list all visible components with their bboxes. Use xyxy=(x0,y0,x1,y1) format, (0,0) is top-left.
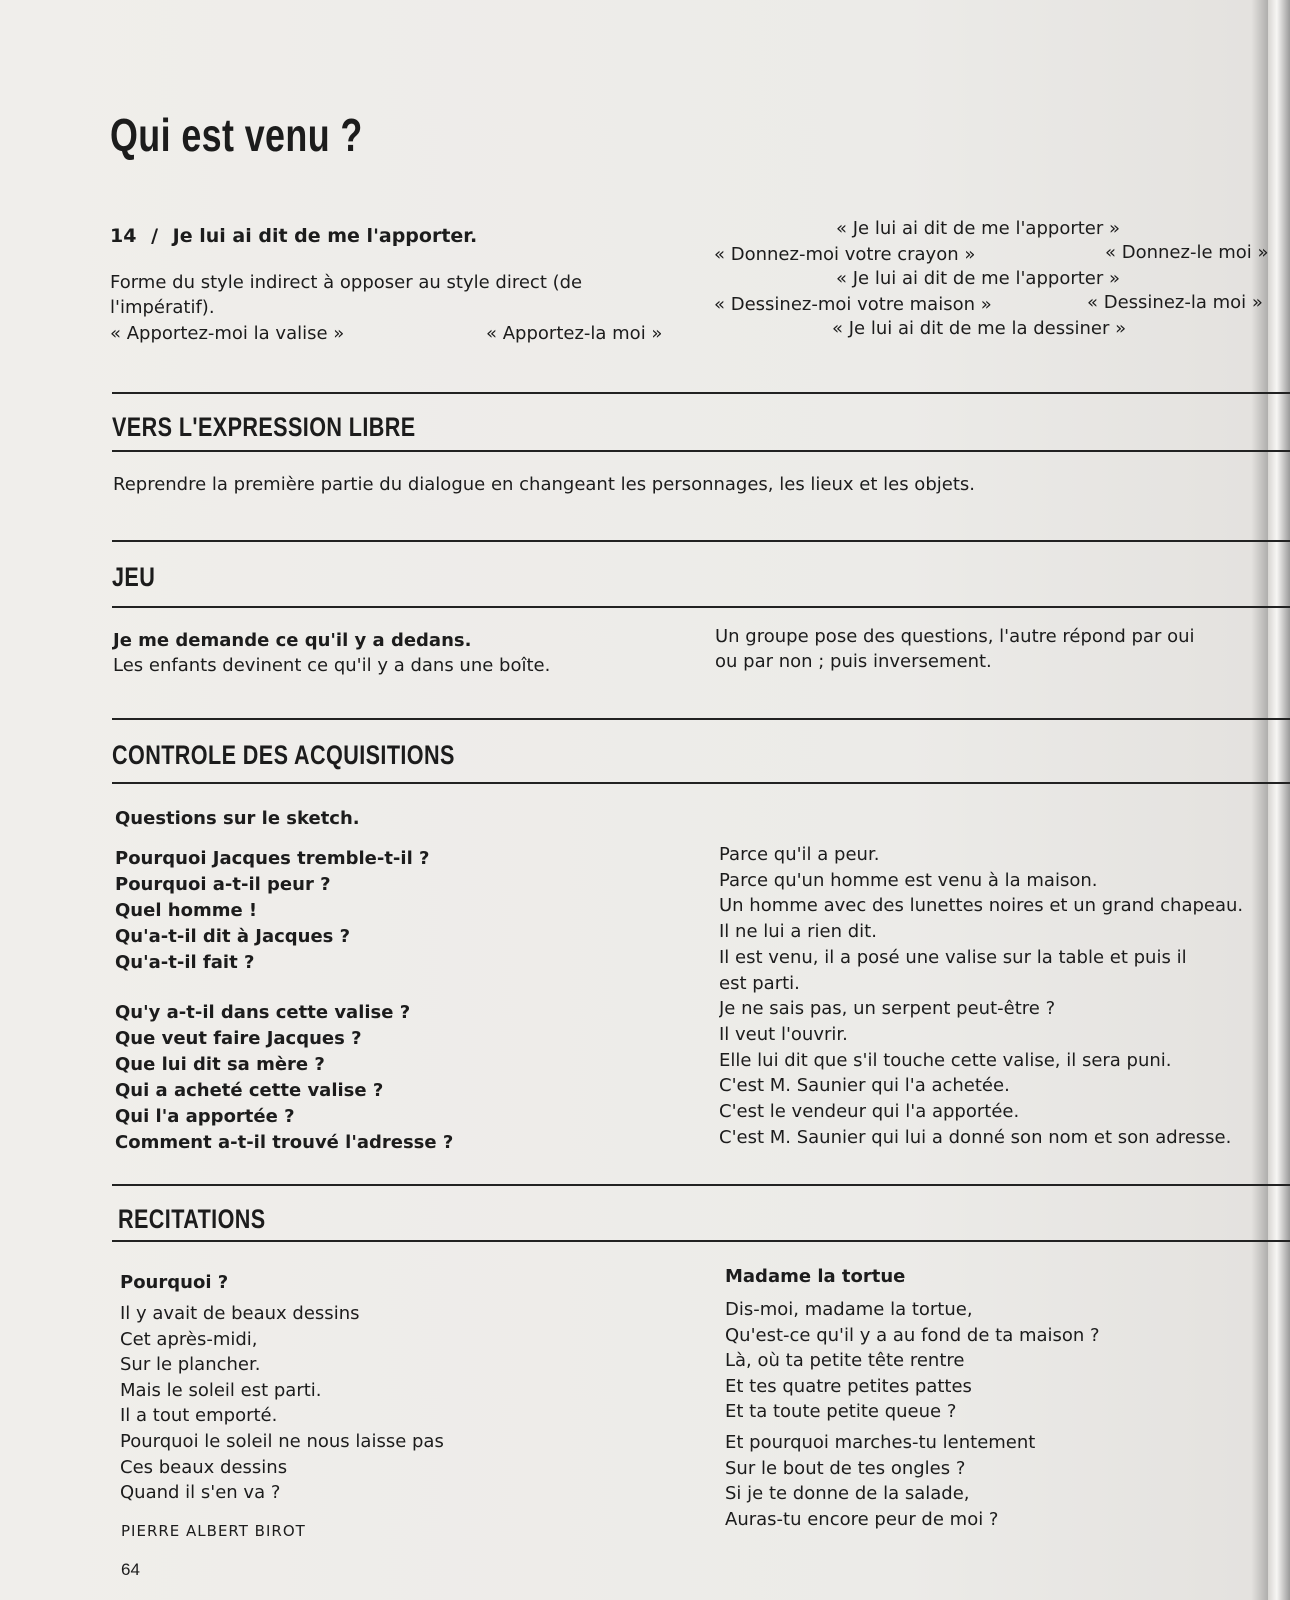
section-14-heading xyxy=(110,224,477,249)
recitations-heading: RECITATIONS xyxy=(118,1204,266,1234)
expression-text: Reprendre la première partie du dialogue en changeant les personnages, les lieux et les objets. xyxy=(113,474,975,495)
example-line: « Dessinez-moi votre maison » xyxy=(714,294,992,315)
poem-line: Mais le soleil est parti. xyxy=(120,1379,322,1401)
binding-edge xyxy=(1268,0,1290,1600)
page-number: 64 xyxy=(121,1560,140,1579)
section-rule xyxy=(112,606,1290,608)
answer-item: Il ne lui a rien dit. xyxy=(719,921,877,943)
poem-2-title: Madame la tortue xyxy=(725,1266,906,1287)
poem-1-body xyxy=(120,1301,444,1506)
example-line: « Donnez-moi votre crayon » xyxy=(714,244,976,265)
description-line: Forme du style indirect à opposer au style direct (de xyxy=(110,272,583,293)
poem-2-stanza-2 xyxy=(725,1430,1035,1532)
page-title: Qui est venu ? xyxy=(110,109,363,161)
poem-line: Si je te donne de la salade, xyxy=(725,1483,970,1505)
answer-item: Parce qu'un homme est venu à la maison. xyxy=(719,869,1098,891)
section-14-description xyxy=(110,270,582,320)
answers-list xyxy=(719,842,1269,1150)
poem-line: Il y avait de beaux dessins xyxy=(120,1303,360,1324)
poem-line: Dis-moi, madame la tortue, xyxy=(725,1299,973,1320)
question-item: Que lui dit sa mère ? xyxy=(115,1054,325,1075)
section-slash: / xyxy=(151,225,159,247)
poem-line: Quand il s'en va ? xyxy=(120,1482,281,1504)
question-item: Quel homme ! xyxy=(115,900,258,921)
questions-group-1 xyxy=(115,846,429,976)
poem-1-author: PIERRE ALBERT BIROT xyxy=(121,1522,306,1540)
poem-1-title: Pourquoi ? xyxy=(120,1272,229,1293)
answer-item: C'est M. Saunier qui lui a donné son nom et son adresse. xyxy=(719,1126,1232,1148)
controle-heading: CONTROLE DES ACQUISITIONS xyxy=(112,740,455,770)
answer-item: Je ne sais pas, un serpent peut-être ? xyxy=(719,998,1056,1020)
poem-line: Sur le plancher. xyxy=(120,1354,261,1376)
section-rule xyxy=(112,1240,1290,1242)
question-item: Que veut faire Jacques ? xyxy=(115,1028,362,1049)
answer-item: Elle lui dit que s'il touche cette valise, il sera puni. xyxy=(719,1049,1172,1071)
example-line: « Dessinez-la moi » xyxy=(1087,292,1263,313)
expression-heading: VERS L'EXPRESSION LIBRE xyxy=(112,412,416,442)
poem-line: Ces beaux dessins xyxy=(120,1456,288,1478)
question-item: Pourquoi a-t-il peur ? xyxy=(115,874,331,895)
section-rule xyxy=(112,782,1290,784)
question-item: Pourquoi Jacques tremble-t-il ? xyxy=(115,848,430,869)
poem-line: Et tes quatre petites pattes xyxy=(725,1375,972,1397)
jeu-rule-line: Un groupe pose des questions, l'autre répond par oui xyxy=(715,626,1195,647)
jeu-text: Les enfants devinent ce qu'il y a dans une boîte. xyxy=(113,655,551,676)
poem-line: Qu'est-ce qu'il y a au fond de ta maison ? xyxy=(725,1324,1100,1346)
question-item: Qui a acheté cette valise ? xyxy=(115,1080,384,1101)
answer-item: C'est M. Saunier qui l'a achetée. xyxy=(719,1075,1010,1097)
poem-line: Il a tout emporté. xyxy=(120,1405,278,1427)
answer-item: C'est le vendeur qui l'a apportée. xyxy=(719,1101,1020,1123)
poem-line: Là, où ta petite tête rentre xyxy=(725,1350,965,1372)
poem-line: Et pourquoi marches-tu lentement xyxy=(725,1432,1036,1453)
section-rule xyxy=(112,1184,1290,1186)
controle-intro: Questions sur le sketch. xyxy=(115,808,360,829)
jeu-rule-line: ou par non ; puis inversement. xyxy=(715,651,992,672)
example-line: « Donnez-le moi » xyxy=(1105,242,1269,263)
question-item: Qui l'a apportée ? xyxy=(115,1106,295,1127)
section-rule xyxy=(112,718,1290,720)
example-line: « Je lui ai dit de me l'apporter » xyxy=(836,268,1120,289)
poem-line: Cet après-midi, xyxy=(120,1328,258,1350)
example-line: « Je lui ai dit de me la dessiner » xyxy=(832,318,1127,339)
example-line: « Je lui ai dit de me l'apporter » xyxy=(836,218,1120,239)
answer-item: Il est venu, il a posé une valise sur la table et puis il xyxy=(719,946,1187,968)
section-title: Je lui ai dit de me l'apporter. xyxy=(172,225,478,247)
poem-line: Et ta toute petite queue ? xyxy=(725,1401,957,1423)
poem-line: Sur le bout de tes ongles ? xyxy=(725,1457,966,1479)
question-item: Comment a-t-il trouvé l'adresse ? xyxy=(115,1132,454,1153)
question-item: Qu'y a-t-il dans cette valise ? xyxy=(115,1002,411,1023)
section-number: 14 xyxy=(110,225,137,247)
section-rule xyxy=(112,392,1290,394)
answer-item: est parti. xyxy=(719,972,800,994)
answer-item: Parce qu'il a peur. xyxy=(719,844,880,865)
poem-line: Auras-tu encore peur de moi ? xyxy=(725,1508,999,1530)
section-rule xyxy=(112,450,1290,452)
description-line: l'impératif). xyxy=(110,297,215,318)
poem-line: Pourquoi le soleil ne nous laisse pas xyxy=(120,1430,444,1452)
example-direct-2: « Apportez-la moi » xyxy=(486,323,663,344)
question-item: Qu'a-t-il fait ? xyxy=(115,952,255,973)
jeu-subtitle: Je me demande ce qu'il y a dedans. xyxy=(113,630,472,651)
answer-item: Il veut l'ouvrir. xyxy=(719,1023,848,1045)
answer-item: Un homme avec des lunettes noires et un grand chapeau. xyxy=(719,895,1244,917)
questions-group-2 xyxy=(115,1000,453,1156)
question-item: Qu'a-t-il dit à Jacques ? xyxy=(115,926,351,947)
section-rule xyxy=(112,540,1290,542)
poem-2-stanza-1 xyxy=(725,1297,1100,1425)
jeu-heading: JEU xyxy=(112,562,156,592)
example-direct-1: « Apportez-moi la valise » xyxy=(110,323,345,344)
